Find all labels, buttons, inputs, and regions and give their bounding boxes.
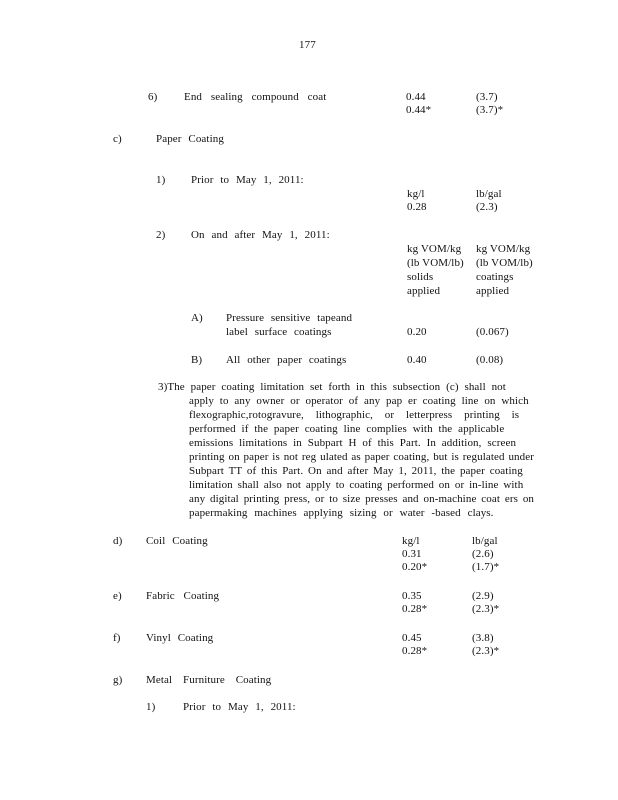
paper-sub3-paragraph xyxy=(158,380,548,520)
paper-sub2-a-number: A) xyxy=(191,312,203,324)
paper-sub1-header-2: lb/gal xyxy=(476,188,502,200)
paper-sub1-label: Prior to May 1, 2011: xyxy=(191,174,304,186)
item-6-unit-2: (3.7)* xyxy=(476,104,504,116)
paper-sub2-a-line1: Pressure sensitive tapeand xyxy=(226,312,353,324)
paper-sub2-col1-line1: kg VOM/kg xyxy=(407,243,462,255)
vinyl-value-1: 0.45 xyxy=(402,632,422,644)
coil-header-2: lb/gal xyxy=(472,535,498,547)
fabric-value-1: 0.35 xyxy=(402,590,422,602)
paper-sub1-value: 0.28 xyxy=(407,201,427,213)
item-6-unit-1: (3.7) xyxy=(476,91,498,103)
paper-sub3-line-10: papermaking machines applying sizing or water -based clays. xyxy=(189,507,494,519)
paper-sub3-line-4: performed if the paper coating line complies with the applicable xyxy=(189,423,505,435)
paper-sub3-line-3: flexographic,rotogravure, lithographic, or letterpress printing is xyxy=(189,409,520,421)
paper-sub2-a-value: 0.20 xyxy=(407,326,427,338)
paper-sub3-line-5: emissions limitations in Subpart H of this Part. In addition, screen xyxy=(189,437,517,449)
item-6-value-1: 0.44 xyxy=(406,91,426,103)
item-6-label: End sealing compound coat xyxy=(184,91,327,103)
paper-sub2-col1-line4: applied xyxy=(407,285,441,297)
vinyl-unit-2: (2.3)* xyxy=(472,645,500,657)
paper-sub2-a-line2: label surface coatings xyxy=(226,326,332,338)
paper-sub2-b-number: B) xyxy=(191,354,203,366)
paper-sub2-col1-line3: solids xyxy=(407,271,434,283)
coil-unit-2: (1.7)* xyxy=(472,561,500,573)
page-number: 177 xyxy=(299,39,316,51)
fabric-unit-1: (2.9) xyxy=(472,590,494,602)
paper-sub3-line-7: Subpart TT of this Part. On and after May 1, 2011, the paper coating xyxy=(189,465,523,477)
metal-sub1-label: Prior to May 1, 2011: xyxy=(183,701,296,713)
metal-sub1-number: 1) xyxy=(146,701,156,713)
paper-sub2-number: 2) xyxy=(156,229,166,241)
paper-sub3-line-8: limitation shall also not apply to coating performed on or in-line with xyxy=(189,479,524,491)
section-e-title: Fabric Coating xyxy=(146,590,220,602)
paper-sub1-number: 1) xyxy=(156,174,166,186)
paper-sub2-label: On and after May 1, 2011: xyxy=(191,229,330,241)
coil-header-1: kg/l xyxy=(402,535,420,547)
coil-value-2: 0.20* xyxy=(402,561,428,573)
section-g-title: Metal Furniture Coating xyxy=(146,674,272,686)
paper-sub3-line-1: 3)The paper coating limitation set forth in this subsection (c) shall not xyxy=(158,381,506,393)
paper-sub2-col1-line2: (lb VOM/lb) xyxy=(407,257,464,269)
section-f-letter: f) xyxy=(113,632,121,644)
section-d-letter: d) xyxy=(113,535,123,547)
coil-value-1: 0.31 xyxy=(402,548,422,560)
item-6-value-2: 0.44* xyxy=(406,104,432,116)
paper-sub2-col2-line4: applied xyxy=(476,285,510,297)
paper-sub2-a-unit: (0.067) xyxy=(476,326,509,338)
section-f-title: Vinyl Coating xyxy=(146,632,214,644)
paper-sub2-col2-line2: (lb VOM/lb) xyxy=(476,257,533,269)
paper-sub3-number: 3) xyxy=(158,381,168,393)
paper-sub2-b-unit: (0.08) xyxy=(476,354,504,366)
item-6-number: 6) xyxy=(148,91,158,103)
section-c-letter: c) xyxy=(113,133,122,145)
paper-sub1-header-1: kg/l xyxy=(407,188,425,200)
paper-sub3-line-9: any digital printing press, or to size presses and on-machine coat ers on xyxy=(189,493,535,505)
paper-sub3-line-2: apply to any owner or operator of any pap er coating line on which xyxy=(189,395,529,407)
fabric-value-2: 0.28* xyxy=(402,603,428,615)
paper-sub1-unit: (2.3) xyxy=(476,201,498,213)
section-c-title: Paper Coating xyxy=(156,133,224,145)
vinyl-unit-1: (3.8) xyxy=(472,632,494,644)
paper-sub2-b-label: All other paper coatings xyxy=(226,354,347,366)
coil-unit-1: (2.6) xyxy=(472,548,494,560)
section-d-title: Coil Coating xyxy=(146,535,208,547)
section-g-letter: g) xyxy=(113,674,123,686)
paper-sub2-b-value: 0.40 xyxy=(407,354,427,366)
fabric-unit-2: (2.3)* xyxy=(472,603,500,615)
paper-sub3-line-6: printing on paper is not reg ulated as paper coating, but is regulated under xyxy=(189,451,535,463)
section-e-letter: e) xyxy=(113,590,122,602)
paper-sub2-col2-line1: kg VOM/kg xyxy=(476,243,531,255)
vinyl-value-2: 0.28* xyxy=(402,645,428,657)
paper-sub2-col2-line3: coatings xyxy=(476,271,514,283)
